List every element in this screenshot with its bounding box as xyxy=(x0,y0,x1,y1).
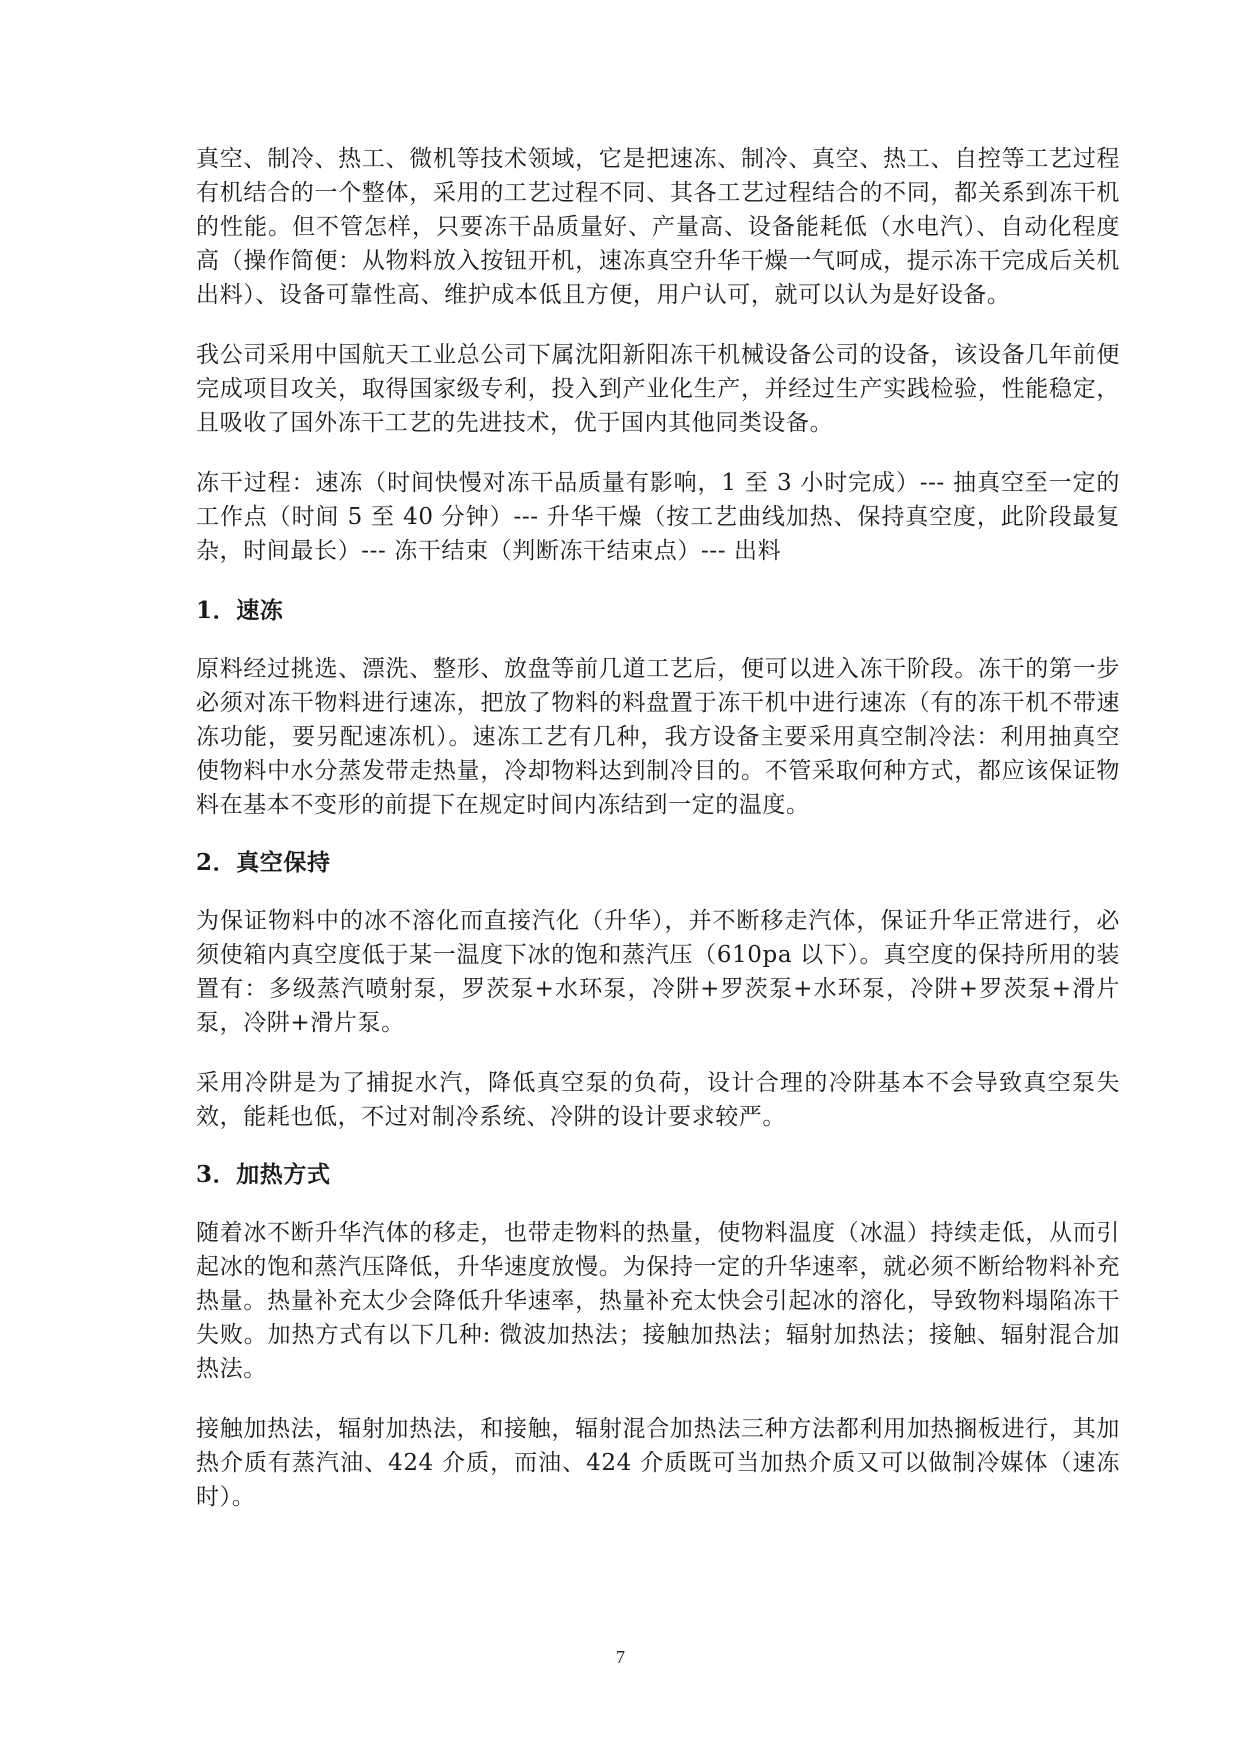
section-quick-freeze xyxy=(196,594,1120,822)
document-page-body xyxy=(196,142,1120,1514)
section-vacuum-maintain xyxy=(196,846,1120,1134)
paragraph-quick-freeze: 原料经过挑选、漂洗、整形、放盘等前几道工艺后，便可以进入冻干阶段。冻干的第一步必须对冻干物料进行速冻，把放了物料的料盘置于冻干机中进行速冻（有的冻干机不带速冻功能，要另配速冻机）。速冻工艺有几种，我方设备主要采用真空制冷法：利用抽真空使物料中水分蒸发带走热量，冷却物料达到制冷目的。不管采取何种方式，都应该保证物料在基本不变形的前提下在规定时间内冻结到一定的温度。 xyxy=(196,656,1120,818)
paragraph-vacuum-maintain: 为保证物料中的冰不溶化而直接汽化（升华），并不断移走汽体，保证升华正常进行，必须使箱内真空度低于某一温度下冰的饱和蒸汽压（610pa 以下）。真空度的保持所用的装置有：多级蒸汽喷射泵，罗茨泵+水环泵，冷阱+罗茨泵+水环泵，冷阱+罗茨泵+滑片泵，冷阱+滑片泵。 xyxy=(196,908,1120,1036)
paragraph-process-overview: 冻干过程：速冻（时间快慢对冻干品质量有影响，1 至 3 小时完成）--- 抽真空至一定的工作点（时间 5 至 40 分钟）--- 升华干燥（按工艺曲线加热、保持真空度，此阶段最复杂，时间最长）--- 冻干结束（判断冻干结束点）--- 出料 xyxy=(196,470,1120,564)
paragraph-heating-methods: 随着冰不断升华汽体的移走，也带走物料的热量，使物料温度（冰温）持续走低，从而引起冰的饱和蒸汽压降低，升华速度放慢。为保持一定的升华速率，就必须不断给物料补充热量。热量补充太少会降低升华速率，热量补充太快会引起冰的溶化，导致物料塌陷冻干失败。加热方式有以下几种: 微波加热法；接触加热法；辐射加热法；接触、辐射混合加热法。 xyxy=(196,1220,1120,1382)
section-heating-methods xyxy=(196,1158,1120,1514)
section-heading-quick-freeze: 1．速冻 xyxy=(196,597,284,624)
paragraph-heating-media: 接触加热法，辐射加热法，和接触，辐射混合加热法三种方法都利用加热搁板进行，其加热介质有蒸汽油、424 介质，而油、424 介质既可当加热介质又可以做制冷媒体（速冻时）。 xyxy=(196,1416,1120,1510)
paragraph-cold-trap: 采用冷阱是为了捕捉水汽，降低真空泵的负荷，设计合理的冷阱基本不会导致真空泵失效，能耗也低，不过对制冷系统、冷阱的设计要求较严。 xyxy=(196,1070,1120,1130)
section-heading-vacuum-maintain: 2．真空保持 xyxy=(196,849,331,876)
page-number: 7 xyxy=(616,1647,625,1667)
paragraph-intro-continued: 真空、制冷、热工、微机等技术领域，它是把速冻、制冷、真空、热工、自控等工艺过程有机结合的一个整体，采用的工艺过程不同、其各工艺过程结合的不同，都关系到冻干机的性能。但不管怎样，只要冻干品质量好、产量高、设备能耗低（水电汽）、自动化程度高（操作简便：从物料放入按钮开机，速冻真空升华干燥一气呵成，提示冻干完成后关机出料）、设备可靠性高、维护成本低且方便，用户认可，就可以认为是好设备。 xyxy=(196,146,1120,308)
section-heading-heating-methods: 3．加热方式 xyxy=(196,1161,331,1188)
paragraph-company-equipment: 我公司采用中国航天工业总公司下属沈阳新阳冻干机械设备公司的设备，该设备几年前便完成项目攻关，取得国家级专利，投入到产业化生产，并经过生产实践检验，性能稳定，且吸收了国外冻干工艺的先进技术，优于国内其他同类设备。 xyxy=(196,342,1120,436)
